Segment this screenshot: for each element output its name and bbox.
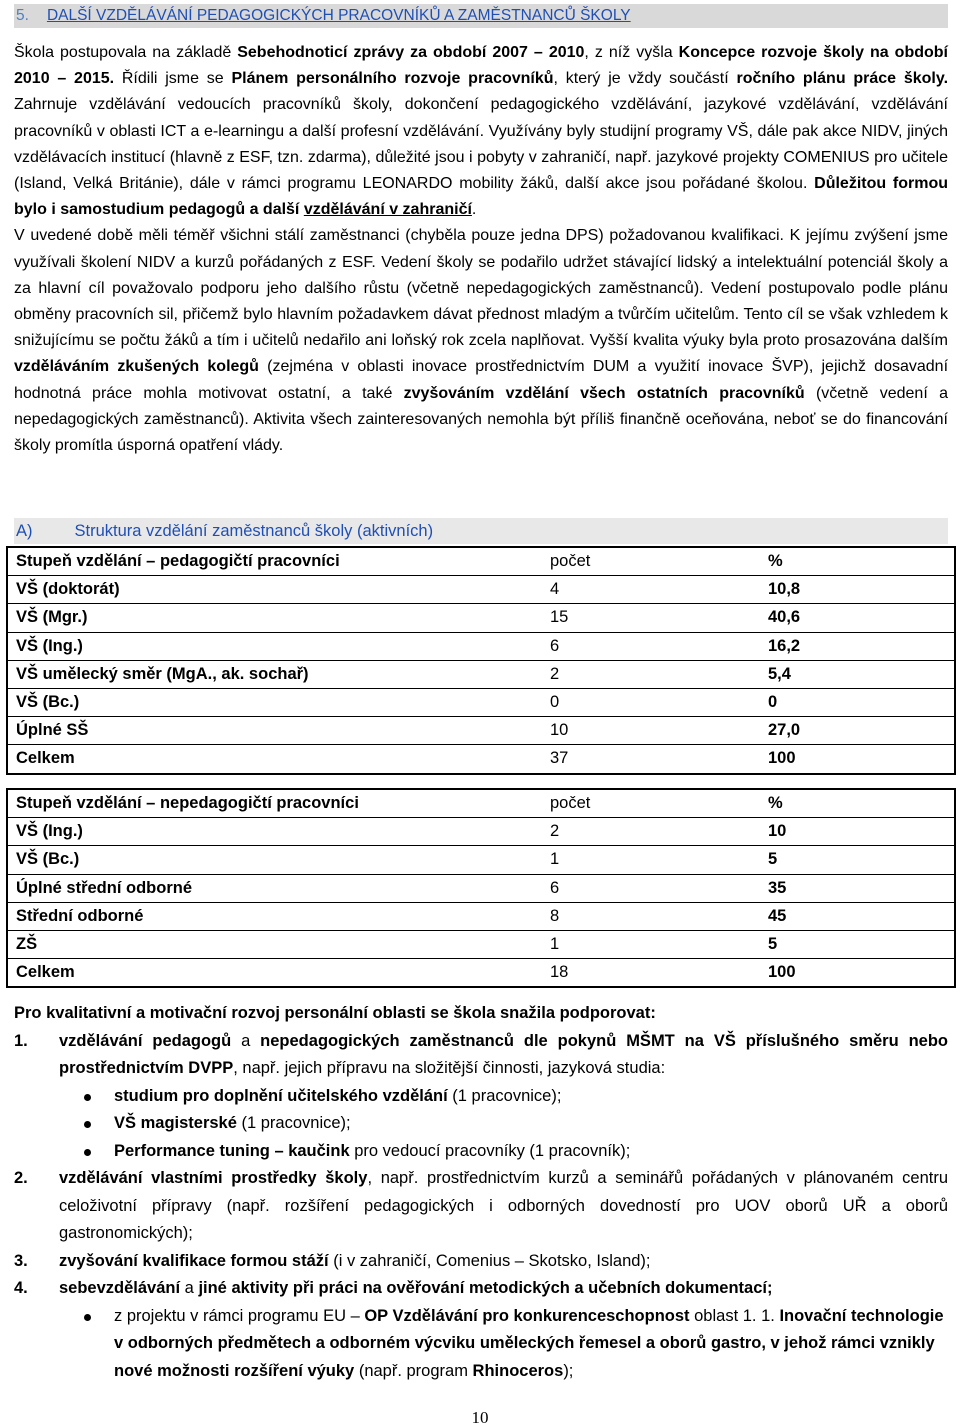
table-header-cell: počet xyxy=(550,794,591,812)
table-header-cell: % xyxy=(768,552,783,570)
table-header-cell: % xyxy=(768,794,783,812)
table-cell: ZŠ xyxy=(16,934,38,953)
table-header-cell: Stupeň vzdělání – pedagogičtí pracovníci xyxy=(16,552,340,570)
list-item-4 xyxy=(14,1275,948,1303)
table-header-cell: počet xyxy=(550,552,591,570)
table-header-cell: Stupeň vzdělání – nepedagogičtí pracovníci xyxy=(16,794,359,812)
table-row xyxy=(8,818,954,846)
bold-text: Sebehodnoticí zprávy za období 2007 – 2010 xyxy=(237,44,585,61)
table-non-pedagogical-staff xyxy=(6,788,956,988)
bold-text: Performance tuning – kaučink xyxy=(114,1141,350,1160)
table-cell: Celkem xyxy=(16,963,75,982)
table-row xyxy=(8,576,954,604)
text: , který je vždy součástí xyxy=(553,70,737,88)
item-number: 4. xyxy=(14,1279,28,1297)
table-cell: 10,8 xyxy=(768,580,801,599)
page-number: 10 xyxy=(471,1408,489,1427)
table-cell: VŠ (Ing.) xyxy=(16,822,83,841)
bold-text: ročního plánu práce školy. xyxy=(736,70,949,88)
item-number: 3. xyxy=(14,1251,28,1270)
bold-text: vzdělávání vlastními prostředky školy xyxy=(59,1169,368,1187)
table-cell: VŠ (Bc.) xyxy=(16,692,80,711)
table-row xyxy=(8,604,954,632)
bold-text: Koncepce rozvoje školy na období 2010 – 2015. xyxy=(14,44,948,88)
list-item-3 xyxy=(14,1248,948,1276)
text: (1 pracovnice); xyxy=(447,1086,562,1105)
table-row xyxy=(8,745,954,772)
subsection-heading xyxy=(14,518,948,544)
table-cell: 10 xyxy=(768,822,787,841)
table-cell: 16,2 xyxy=(768,636,801,655)
bullet-icon xyxy=(84,1149,91,1156)
table-cell: 0 xyxy=(768,692,778,711)
table-cell: 35 xyxy=(768,878,787,897)
list-intro: Pro kvalitativní a motivační rozvoj personální oblasti se škola snažila podporovat: xyxy=(14,1004,656,1022)
table-cell: 1 xyxy=(550,850,560,869)
table-cell: 4 xyxy=(550,580,560,599)
list-item-2 xyxy=(14,1165,948,1248)
bold-text: VŠ magisterské xyxy=(114,1114,237,1132)
bold-text: zvyšování kvalifikace formou stáží xyxy=(59,1251,329,1270)
text: . xyxy=(471,201,477,219)
bullet-icon xyxy=(84,1121,91,1128)
bold-text: zvyšováním vzdělání všech ostatních pracovníků xyxy=(403,384,805,402)
text: oblast 1. 1. xyxy=(689,1306,780,1325)
section-heading xyxy=(14,4,948,28)
table-cell: 100 xyxy=(768,749,796,768)
section-number: 5. xyxy=(16,7,29,24)
item-number: 1. xyxy=(14,1031,28,1050)
table-cell: 27,0 xyxy=(768,721,801,740)
table-cell: VŠ umělecký směr (MgA., ak. sochař) xyxy=(16,664,309,683)
text: (zejména v oblasti inovace prostřednictvím DUM a využití inovace ŠVP), jejichž dosavadní hodnotná práce mohla motivovat ostatní, a také xyxy=(14,358,949,402)
paragraph-1 xyxy=(14,40,948,223)
table-cell: 2 xyxy=(550,822,560,841)
bullet-item xyxy=(14,1303,948,1386)
bold-text: studium pro doplnění učitelského vzdělání xyxy=(114,1086,448,1105)
intro-text xyxy=(14,40,948,459)
bold-underlined-text: vzdělávání v zahraničí xyxy=(303,201,472,219)
text: ); xyxy=(563,1361,574,1380)
table-cell: 45 xyxy=(768,906,787,925)
bold-text: nepedagogických zaměstnanců dle pokynů MŠMT na VŠ příslušného směru nebo prostřednictvím DVPP xyxy=(59,1031,948,1077)
item-number: 2. xyxy=(14,1169,28,1187)
text: pro vedoucí pracovníky (1 pracovník); xyxy=(349,1141,631,1160)
bold-text: vzdělávání pedagogů xyxy=(59,1031,232,1050)
bold-text: jiné aktivity při práci na ověřování metodických a učebních dokumentací; xyxy=(198,1279,773,1297)
text: V uvedené době měli téměř všichni stálí zaměstnanci (chyběla pouze jedna DPS) požadovanou kvalifikaci. K jejímu zvýšení jsme využívali školení NIDV a kurzů pořádaných z ESF. Vedení školy se podařilo udržet stávající lidský a intelektuální potenciál školy a za hlavní cíl považovalo podporu jeho dalšího růstu (včetně nepedagogických zaměstnanců). Vedení postupovalo podle plánu obměny pracovních sil, přičemž bylo hlavním požadavkem dávat přednost mladým a tvůrčím učitelům. Tento cíl se však vzhledem k snižujícímu se počtu žáků a tím i učitelů nedařilo ani loňský rok zcela naplňovat. Vyšší kvalita výuky byla proto prosazována dalším xyxy=(14,227,948,350)
table-cell: Úplné střední odborné xyxy=(16,878,193,897)
table-row xyxy=(8,903,954,931)
text: Řídili jsme se xyxy=(114,70,232,88)
text: z projektu v rámci programu EU – xyxy=(114,1306,365,1325)
table-cell: 8 xyxy=(550,906,560,925)
table-pedagogical-staff xyxy=(6,546,956,775)
table-cell: 40,6 xyxy=(768,608,801,627)
table-header-row xyxy=(8,548,954,576)
text: , např. jejich přípravu na složitější činnosti, jazyková studia: xyxy=(233,1059,666,1077)
list-item-1 xyxy=(14,1028,948,1083)
table-cell: Úplné SŠ xyxy=(16,721,89,740)
text: (např. program xyxy=(354,1361,473,1380)
bold-text: vzděláváním zkušených kolegů xyxy=(14,358,259,376)
table-cell: 10 xyxy=(550,721,569,740)
table-cell: Celkem xyxy=(16,749,75,768)
table-cell: 18 xyxy=(550,963,569,982)
table-row xyxy=(8,661,954,689)
bullet-item xyxy=(14,1110,948,1138)
table-cell: Střední odborné xyxy=(16,906,144,925)
table-cell: 0 xyxy=(550,692,560,711)
paragraph-2 xyxy=(14,223,948,459)
table-row xyxy=(8,717,954,745)
table-row xyxy=(8,875,954,903)
table-cell: 1 xyxy=(550,934,560,953)
support-list xyxy=(14,1000,948,1385)
bullet-item xyxy=(14,1138,948,1166)
table-row xyxy=(8,931,954,959)
table-cell: VŠ (doktorát) xyxy=(16,580,120,599)
table-cell: 100 xyxy=(768,963,796,982)
text: a xyxy=(180,1279,199,1297)
table-cell: 15 xyxy=(550,608,569,627)
table-cell: 5,4 xyxy=(768,664,791,683)
table-cell: VŠ (Mgr.) xyxy=(16,608,88,627)
table-row xyxy=(8,846,954,874)
bold-text: Inovační technologie v odborných předmětech a odborném výcviku uměleckých řemesel a oborů gastro, v jehož rámci vznikly nové možnosti rozšíření výuky xyxy=(114,1306,944,1380)
table-cell: 6 xyxy=(550,636,560,655)
table-row xyxy=(8,959,954,986)
text: , z níž vyšla xyxy=(584,44,679,61)
table-row xyxy=(8,633,954,661)
bold-text: Důležitou formou bylo i samostudium pedagogů a další xyxy=(14,175,948,219)
bullet-item xyxy=(14,1083,948,1111)
text: , např. prostřednictvím kurzů a seminářů pořádaných v plánovaném centru celoživotní přípravy (např. rozšíření pedagogických i odborných dovedností pro UOV oborů UŘ a oborů gastronomických); xyxy=(59,1169,948,1242)
table-cell: VŠ (Bc.) xyxy=(16,850,80,869)
bold-text: sebevzdělávání xyxy=(59,1279,181,1297)
table-row xyxy=(8,689,954,717)
bullet-icon xyxy=(84,1094,91,1101)
table-cell: VŠ (Ing.) xyxy=(16,636,83,655)
section-title-link[interactable]: DALŠÍ VZDĚLÁVÁNÍ PEDAGOGICKÝCH PRACOVNÍKŮ A ZAMĚSTNANCŮ ŠKOLY xyxy=(46,7,631,24)
bullet-icon xyxy=(84,1314,91,1321)
table-header-row xyxy=(8,790,954,818)
text: Škola postupovala na základě xyxy=(14,44,238,61)
subsection-label: A) xyxy=(16,522,33,540)
table-cell: 6 xyxy=(550,878,560,897)
table-cell: 5 xyxy=(768,934,778,953)
text: (včetně vedení a nepedagogických zaměstnanců). Aktivita všech zainteresovaných nemohla být příliš finančně oceňována, neboť se do financování školy promítla úsporná opatření vlády. xyxy=(14,384,948,455)
bold-text: Rhinoceros xyxy=(472,1361,564,1380)
text: (i v zahraničí, Comenius – Skotsko, Island); xyxy=(328,1251,651,1270)
bold-text: OP Vzdělávání pro konkurenceschopnost xyxy=(364,1306,690,1325)
bold-text: Plánem personálního rozvoje pracovníků xyxy=(231,70,554,88)
text: Zahrnuje vzdělávání vedoucích pracovníků školy, dokončení pedagogického vzdělávání, jazykové vzdělávání, vzdělávání pracovníků v oblasti ICT a e-learningu a další profesní vzdělávání. Využívány byly studijní programy VŠ, dále pak akce NIDV, jiných vzdělávacích institucí (hlavně z ESF, tzn. zdarma), důležité jsou i pobyty v zahraničí, např. jazykové projekty COMENIUS pro učitele (Island, Velká Británie), dále v rámci programu LEONARDO mobility žáků, další akce jsou pořádané školou. xyxy=(14,96,948,193)
table-cell: 5 xyxy=(768,850,778,869)
table-cell: 37 xyxy=(550,749,569,768)
subsection-title: Struktura vzdělání zaměstnanců školy (aktivních) xyxy=(74,522,434,540)
table-cell: 2 xyxy=(550,664,560,683)
text: a xyxy=(231,1031,261,1050)
text: (1 pracovnice); xyxy=(236,1114,351,1132)
